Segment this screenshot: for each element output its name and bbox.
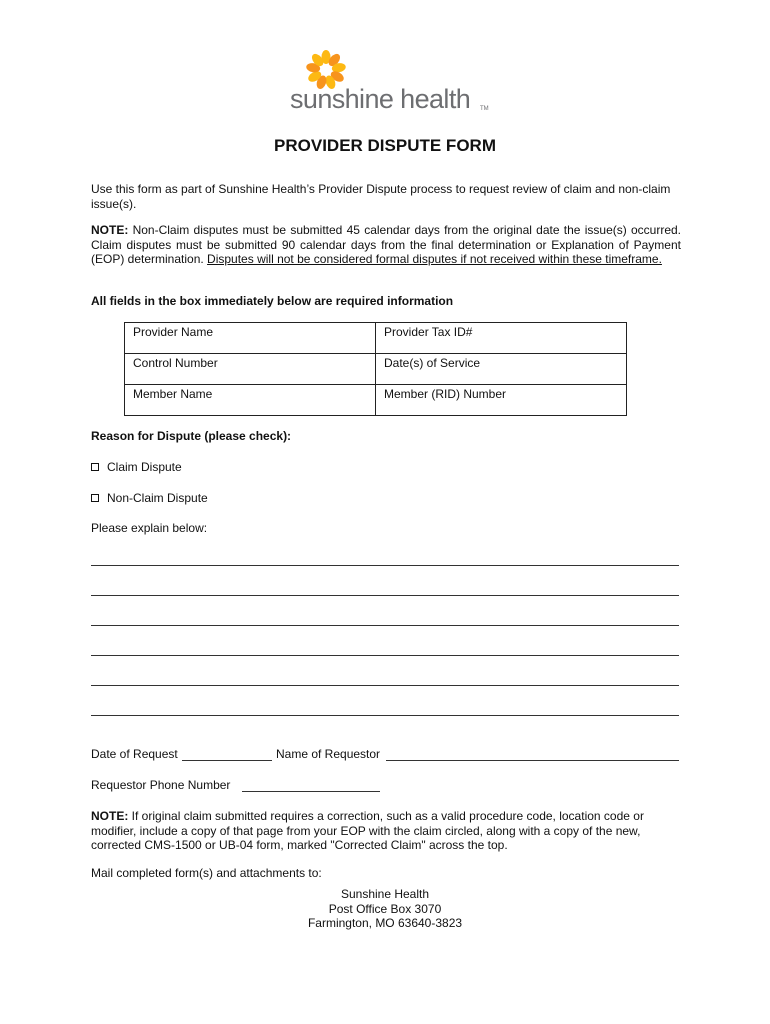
address-line: Farmington, MO 63640-3823 — [307, 916, 463, 930]
name-of-requestor-label: Name of Requestor — [276, 747, 381, 761]
provider-tax-id-field[interactable]: Provider Tax ID# — [376, 323, 627, 354]
control-number-field[interactable]: Control Number — [125, 354, 376, 385]
explanation-line[interactable] — [91, 625, 679, 626]
note-label: NOTE: — [91, 223, 129, 237]
explanation-line[interactable] — [91, 715, 679, 716]
note-deadlines — [91, 223, 681, 267]
note-underlined-text: Disputes will not be considered formal disputes if not received within these timeframe. — [207, 252, 662, 266]
claim-dispute-label: Claim Dispute — [107, 460, 182, 474]
explain-label: Please explain below: — [91, 521, 208, 535]
table-row — [125, 385, 627, 416]
sunshine-health-logo — [290, 50, 490, 114]
requestor-phone-label: Requestor Phone Number — [91, 778, 231, 792]
mailing-address — [0, 887, 770, 931]
dates-of-service-field[interactable]: Date(s) of Service — [376, 354, 627, 385]
mail-label: Mail completed form(s) and attachments to: — [91, 866, 322, 880]
requestor-phone-field[interactable] — [242, 791, 380, 792]
table-row — [125, 323, 627, 354]
address-line: Post Office Box 3070 — [328, 901, 442, 916]
member-name-field[interactable]: Member Name — [125, 385, 376, 416]
provider-name-field[interactable]: Provider Name — [125, 323, 376, 354]
note-label: NOTE: — [91, 809, 129, 823]
reason-heading: Reason for Dispute (please check): — [91, 429, 292, 443]
explanation-line[interactable] — [91, 685, 679, 686]
note-text: Non-Claim disputes must be submitted 45 calendar days from the original date the issue(s) occurred. Claim disputes must be submitted 90 calendar days from the final determination or Explanation of Payment (EOP) determination. — [91, 223, 681, 266]
note-correction — [91, 809, 681, 853]
explanation-line[interactable] — [91, 565, 679, 566]
non-claim-dispute-option[interactable] — [91, 491, 208, 505]
note-text: If original claim submitted requires a correction, such as a valid procedure code, location code or modifier, include a copy of that page from your EOP with the claim circled, along with a copy of the new, corrected CMS-1500 or UB-04 form, marked "Corrected Claim" across the top. — [91, 809, 644, 852]
date-of-request-label: Date of Request — [91, 747, 178, 761]
explanation-line[interactable] — [91, 655, 679, 656]
table-row — [125, 354, 627, 385]
required-fields-table — [124, 322, 627, 416]
logo-text: sunshine health — [290, 84, 471, 114]
page-title: PROVIDER DISPUTE FORM — [274, 136, 496, 155]
name-of-requestor-field[interactable] — [386, 760, 679, 761]
intro-text: Use this form as part of Sunshine Health’s Provider Dispute process to request review of claim and non-claim issue(s). — [91, 182, 671, 211]
member-rid-number-field[interactable]: Member (RID) Number — [376, 385, 627, 416]
date-of-request-field[interactable] — [182, 760, 272, 761]
claim-dispute-option[interactable] — [91, 460, 182, 474]
logo-trademark: TM — [480, 106, 489, 112]
checkbox-icon[interactable] — [91, 463, 99, 471]
non-claim-dispute-label: Non-Claim Dispute — [107, 491, 208, 505]
checkbox-icon[interactable] — [91, 494, 99, 502]
explanation-line[interactable] — [91, 595, 679, 596]
required-fields-heading: All fields in the box immediately below are required information — [91, 294, 454, 308]
address-line: Sunshine Health — [340, 887, 430, 901]
